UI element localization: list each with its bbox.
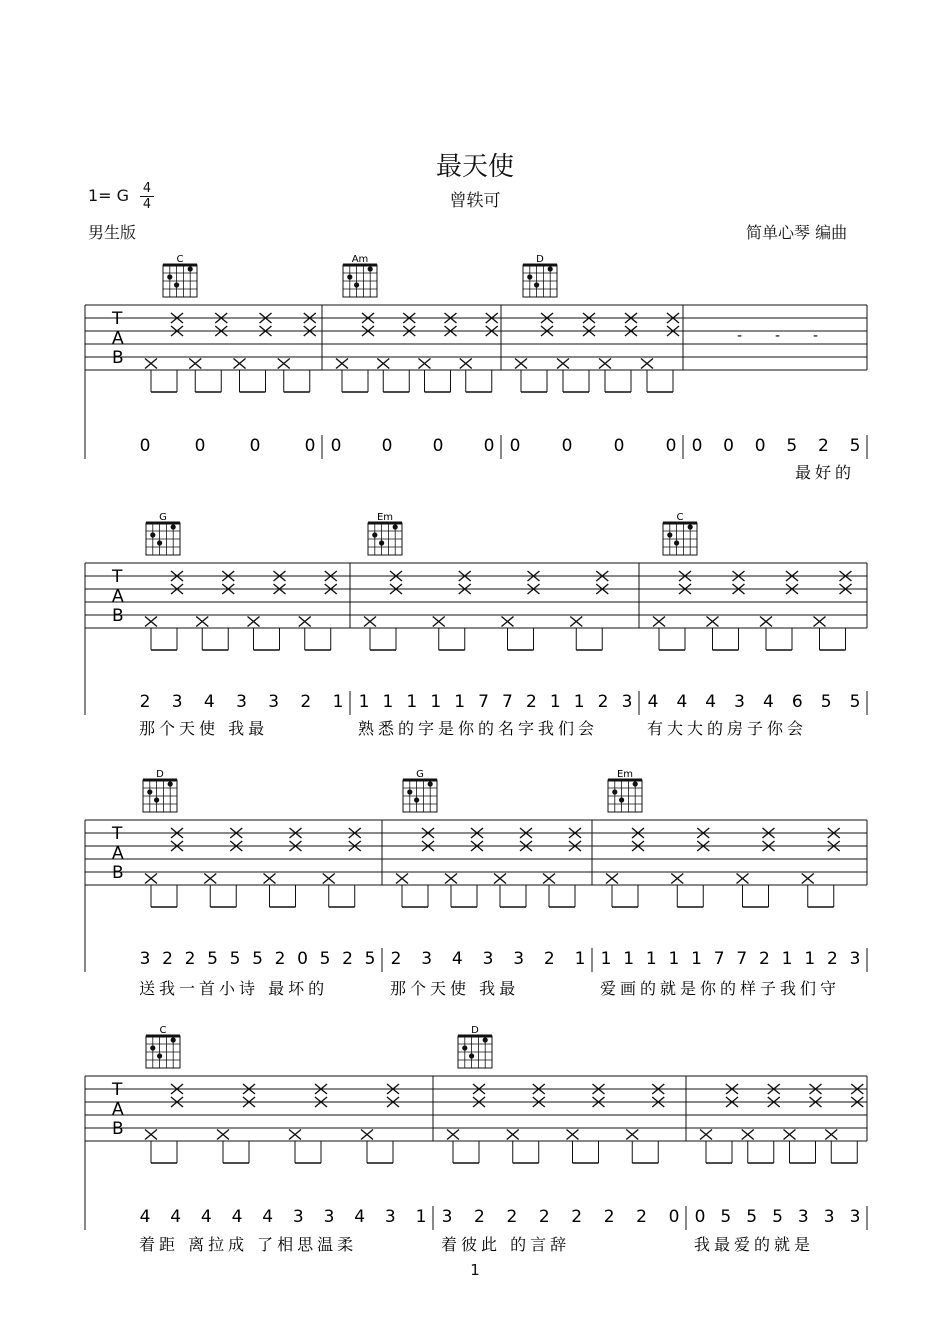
note-digit: 2 (636, 1207, 647, 1227)
tab-letter: T (112, 309, 123, 329)
note-digit: 3 (421, 949, 433, 969)
chord-diagram-em (608, 769, 642, 812)
note-digit: 3 (849, 949, 861, 969)
chord-name: D (156, 769, 164, 780)
tab-letter: A (112, 586, 124, 607)
chord-name: G (159, 512, 167, 523)
chord-finger-dot (372, 532, 377, 537)
tab-hit-mark (502, 617, 514, 627)
tab-letter: T (112, 1080, 123, 1100)
tab-hit-mark (606, 874, 618, 884)
tab-hit-mark (336, 359, 348, 369)
tab-hit-mark (543, 874, 555, 884)
note-digit: 2 (506, 1207, 518, 1227)
chord-finger-dot (154, 797, 159, 802)
note-digit: 7 (736, 949, 748, 969)
note-digit: 2 (274, 949, 286, 969)
note-digit: 1 (645, 949, 657, 969)
page-number: 1 (470, 1261, 480, 1279)
chord-finger-dot (428, 781, 433, 786)
note-digit: 6 (791, 692, 803, 712)
tab-hit-mark (802, 874, 814, 884)
note-digit: 2 (184, 949, 196, 969)
tab-letter: B (112, 348, 124, 368)
tab-hit-mark (445, 874, 457, 884)
note-digit: 3 (621, 692, 633, 712)
chord-finger-dot (167, 274, 172, 279)
note-digit: 4 (763, 692, 774, 712)
note-digit: 5 (772, 1207, 783, 1227)
chord-finger-dot (462, 1045, 467, 1050)
tab-hit-mark (299, 617, 311, 627)
note-digit: 5 (786, 436, 798, 456)
tab-hit-mark (494, 874, 506, 884)
chord-finger-dot (147, 789, 152, 794)
chord-finger-dot (548, 266, 553, 271)
note-digit: 7 (502, 692, 513, 712)
chord-finger-dot (168, 781, 173, 786)
system-4 (85, 1076, 867, 1254)
chord-name: G (416, 769, 424, 780)
song-title: 最天使 (435, 152, 514, 182)
lyric-line: 有大大的房子你会 (647, 719, 808, 738)
note-digit: 5 (849, 436, 861, 456)
note-digit: 2 (826, 949, 838, 969)
note-digit: 2 (597, 692, 609, 712)
tab-hit-mark (515, 359, 527, 369)
chord-diagram-c (146, 1025, 180, 1068)
note-digit: 7 (713, 949, 725, 969)
note-digit: 4 (451, 949, 463, 969)
lyric-line: 那个天使 我最 (390, 979, 520, 998)
chord-finger-dot (171, 1037, 176, 1042)
tab-hit-mark (641, 359, 653, 369)
chord-diagram-am (343, 254, 377, 297)
chord-name: C (176, 254, 184, 265)
lyric-line: 着距 离拉成 了相思温柔 (139, 1235, 358, 1254)
note-digit: 2 (162, 949, 173, 969)
tab-letter: A (112, 1099, 124, 1120)
note-digit: 2 (538, 1207, 550, 1227)
chord-finger-dot (688, 524, 693, 529)
tab-hit-mark (278, 359, 290, 369)
tab-hit-mark (742, 1130, 754, 1140)
note-digit: 1 (382, 692, 394, 712)
note-digit: 0 (754, 436, 766, 456)
note-digit: 3 (323, 1207, 335, 1227)
note-digit: 0 (330, 436, 342, 456)
tab-hit-mark (707, 617, 719, 627)
tab-hit-mark (814, 617, 826, 627)
note-digit: 2 (474, 1207, 485, 1227)
tab-hit-mark (145, 359, 157, 369)
note-digit: 0 (665, 436, 677, 456)
note-digit: 1 (549, 692, 561, 712)
note-digit: 3 (513, 949, 525, 969)
note-digit: 1 (358, 692, 370, 712)
note-digit: 3 (268, 692, 280, 712)
note-digit: 0 (304, 436, 316, 456)
note-digit: 3 (292, 1207, 304, 1227)
tab-letter: A (112, 328, 124, 349)
tab-hit-mark (145, 617, 157, 627)
chord-finger-dot (407, 789, 412, 794)
note-digit: 4 (170, 1207, 182, 1227)
chord-name: Em (616, 769, 634, 780)
note-digit: 5 (229, 949, 241, 969)
tab-hit-mark (700, 1130, 712, 1140)
note-digit: 0 (613, 436, 625, 456)
note-digit: 0 (432, 436, 444, 456)
note-digit: 1 (781, 949, 793, 969)
note-digit: 5 (746, 1207, 758, 1227)
chord-finger-dot (469, 1053, 474, 1058)
chord-finger-dot (527, 274, 532, 279)
tab-letter: T (112, 824, 123, 844)
note-digit: 5 (820, 692, 832, 712)
tab-hit-mark (653, 617, 665, 627)
tab-hit-mark (145, 1130, 157, 1140)
chord-name: Em (376, 512, 394, 523)
chord-diagram-d (143, 769, 177, 812)
chord-diagram-g (403, 769, 437, 812)
tab-hit-mark (599, 359, 611, 369)
note-digit: 5 (252, 949, 263, 969)
note-digit: 2 (603, 1207, 615, 1227)
note-digit: 2 (390, 949, 402, 969)
lyric-line: 那个天使 我最 (139, 719, 269, 738)
note-digit: 1 (406, 692, 418, 712)
chord-diagram-c (663, 512, 697, 555)
chord-finger-dot (150, 532, 155, 537)
tab-hit-mark (784, 1130, 796, 1140)
note-digit: 4 (200, 1207, 212, 1227)
lyric-line: 送我一首小诗 最坏的 (139, 979, 329, 998)
note-digit: 3 (797, 1207, 809, 1227)
tab-hit-mark (760, 617, 772, 627)
chord-finger-dot (157, 540, 162, 545)
note-digit: 5 (364, 949, 376, 969)
chord-finger-dot (171, 524, 176, 529)
tab-hit-mark (671, 874, 683, 884)
tab-hit-mark (460, 359, 472, 369)
tab-hit-mark (217, 1130, 229, 1140)
note-digit: 1 (415, 1207, 427, 1227)
lyric-line: 最好的 (794, 463, 855, 482)
lyric-line: 熟悉的字是你的名字我们会 (358, 719, 599, 738)
tab-hit-mark (145, 874, 157, 884)
note-digit: 1 (600, 949, 612, 969)
version-label: 男生版 (88, 223, 137, 242)
tab-rest: - (737, 328, 743, 345)
note-digit: 4 (203, 692, 215, 712)
note-digit: 3 (139, 949, 151, 969)
time-signature-bottom: 4 (142, 197, 152, 212)
note-digit: 2 (543, 949, 555, 969)
note-digit: 1 (430, 692, 442, 712)
chord-finger-dot (379, 540, 384, 545)
tab-hit-mark (361, 1130, 373, 1140)
note-digit: 0 (297, 949, 308, 969)
note-digit: 5 (319, 949, 331, 969)
chord-finger-dot (174, 282, 179, 287)
note-digit: 1 (668, 949, 680, 969)
note-digit: 1 (574, 949, 586, 969)
note-digit: 1 (573, 692, 585, 712)
note-digit: 2 (300, 692, 312, 712)
chord-diagram-d (523, 254, 557, 297)
tab-hit-mark (377, 359, 389, 369)
lyric-line: 爱画的就是你的样子我们守 (600, 979, 841, 998)
note-digit: 3 (849, 1207, 861, 1227)
tab-letter: B (112, 863, 124, 883)
note-digit: 4 (705, 692, 717, 712)
tab-hit-mark (433, 617, 445, 627)
lyric-line: 着彼此 的言辞 (441, 1235, 571, 1254)
tab-hit-mark (737, 874, 749, 884)
note-digit: 0 (691, 436, 703, 456)
chord-finger-dot (354, 282, 359, 287)
note-digit: 1 (454, 692, 466, 712)
chord-diagram-g (146, 512, 180, 555)
chord-name: D (471, 1025, 479, 1036)
artist-name: 曾轶可 (449, 191, 501, 211)
tab-hit-mark (419, 359, 431, 369)
arranger-credit: 简单心琴 编曲 (746, 223, 848, 242)
note-digit: 2 (342, 949, 353, 969)
note-digit: 1 (332, 692, 344, 712)
tab-hit-mark (567, 1130, 579, 1140)
tab-hit-mark (396, 874, 408, 884)
tab-hit-mark (234, 359, 246, 369)
tab-hit-mark (323, 874, 335, 884)
note-digit: 0 (381, 436, 393, 456)
note-digit: 1 (623, 949, 635, 969)
note-digit: 5 (720, 1207, 732, 1227)
note-digit: 1 (691, 949, 702, 969)
tab-hit-mark (626, 1130, 638, 1140)
tab-hit-mark (557, 359, 569, 369)
note-digit: 3 (384, 1207, 396, 1227)
chord-diagram-c (163, 254, 197, 297)
chord-name: Am (351, 254, 369, 265)
chord-finger-dot (619, 797, 624, 802)
chord-finger-dot (188, 266, 193, 271)
tab-hit-mark (447, 1130, 459, 1140)
note-digit: 5 (207, 949, 218, 969)
tab-hit-mark (189, 359, 201, 369)
tab-hit-mark (507, 1130, 519, 1140)
tab-letter: B (112, 606, 124, 626)
note-digit: 5 (849, 692, 861, 712)
chord-diagram-d (458, 1025, 492, 1068)
chord-finger-dot (633, 781, 638, 786)
chord-finger-dot (483, 1037, 488, 1042)
note-digit: 2 (571, 1207, 583, 1227)
chord-finger-dot (414, 797, 419, 802)
note-digit: 3 (823, 1207, 835, 1227)
note-digit: 7 (478, 692, 489, 712)
system-2 (85, 563, 867, 738)
chord-finger-dot (368, 266, 373, 271)
note-digit: 0 (194, 436, 206, 456)
note-digit: 0 (723, 436, 735, 456)
note-digit: 2 (525, 692, 537, 712)
chord-name: D (536, 254, 544, 265)
tab-hit-mark (196, 617, 208, 627)
note-digit: 2 (139, 692, 151, 712)
lyric-line: 我最爱的就是 (694, 1235, 815, 1254)
note-digit: 2 (759, 949, 770, 969)
note-digit: 4 (262, 1207, 274, 1227)
note-digit: 3 (482, 949, 494, 969)
note-digit: 3 (734, 692, 745, 712)
note-digit: 4 (231, 1207, 243, 1227)
chord-name: C (159, 1025, 167, 1036)
chord-finger-dot (667, 532, 672, 537)
tab-rest: - (813, 328, 819, 345)
note-digit: 3 (236, 692, 247, 712)
note-digit: 0 (561, 436, 573, 456)
tab-hit-mark (264, 874, 276, 884)
note-digit: 1 (804, 949, 816, 969)
note-digit: 4 (647, 692, 659, 712)
chord-finger-dot (674, 540, 679, 545)
chord-finger-dot (393, 524, 398, 529)
tab-letter: A (112, 843, 124, 864)
note-digit: 0 (249, 436, 261, 456)
note-digit: 0 (509, 436, 521, 456)
tab-hit-mark (289, 1130, 301, 1140)
chord-name: C (676, 512, 684, 523)
note-digit: 0 (139, 436, 151, 456)
key-signature: 1= G (88, 186, 130, 205)
note-digit: 2 (817, 436, 829, 456)
tab-hit-mark (204, 874, 216, 884)
tab-hit-mark (570, 617, 582, 627)
chord-finger-dot (534, 282, 539, 287)
note-digit: 0 (668, 1207, 680, 1227)
chord-diagram-em (368, 512, 402, 555)
tab-hit-mark (364, 617, 376, 627)
tab-hit-mark (825, 1130, 837, 1140)
note-digit: 3 (441, 1207, 453, 1227)
system-1 (85, 305, 867, 482)
tab-letter: B (112, 1119, 124, 1139)
note-digit: 4 (354, 1207, 366, 1227)
tab-rest: - (775, 328, 781, 345)
tab-letter: T (112, 567, 123, 587)
chord-finger-dot (347, 274, 352, 279)
note-digit: 3 (171, 692, 183, 712)
note-digit: 0 (483, 436, 495, 456)
note-digit: 4 (676, 692, 688, 712)
time-signature-top: 4 (142, 181, 152, 196)
chord-finger-dot (150, 1045, 155, 1050)
note-digit: 0 (694, 1207, 706, 1227)
tab-hit-mark (248, 617, 260, 627)
chord-finger-dot (157, 1053, 162, 1058)
note-digit: 4 (139, 1207, 151, 1227)
chord-finger-dot (612, 789, 617, 794)
